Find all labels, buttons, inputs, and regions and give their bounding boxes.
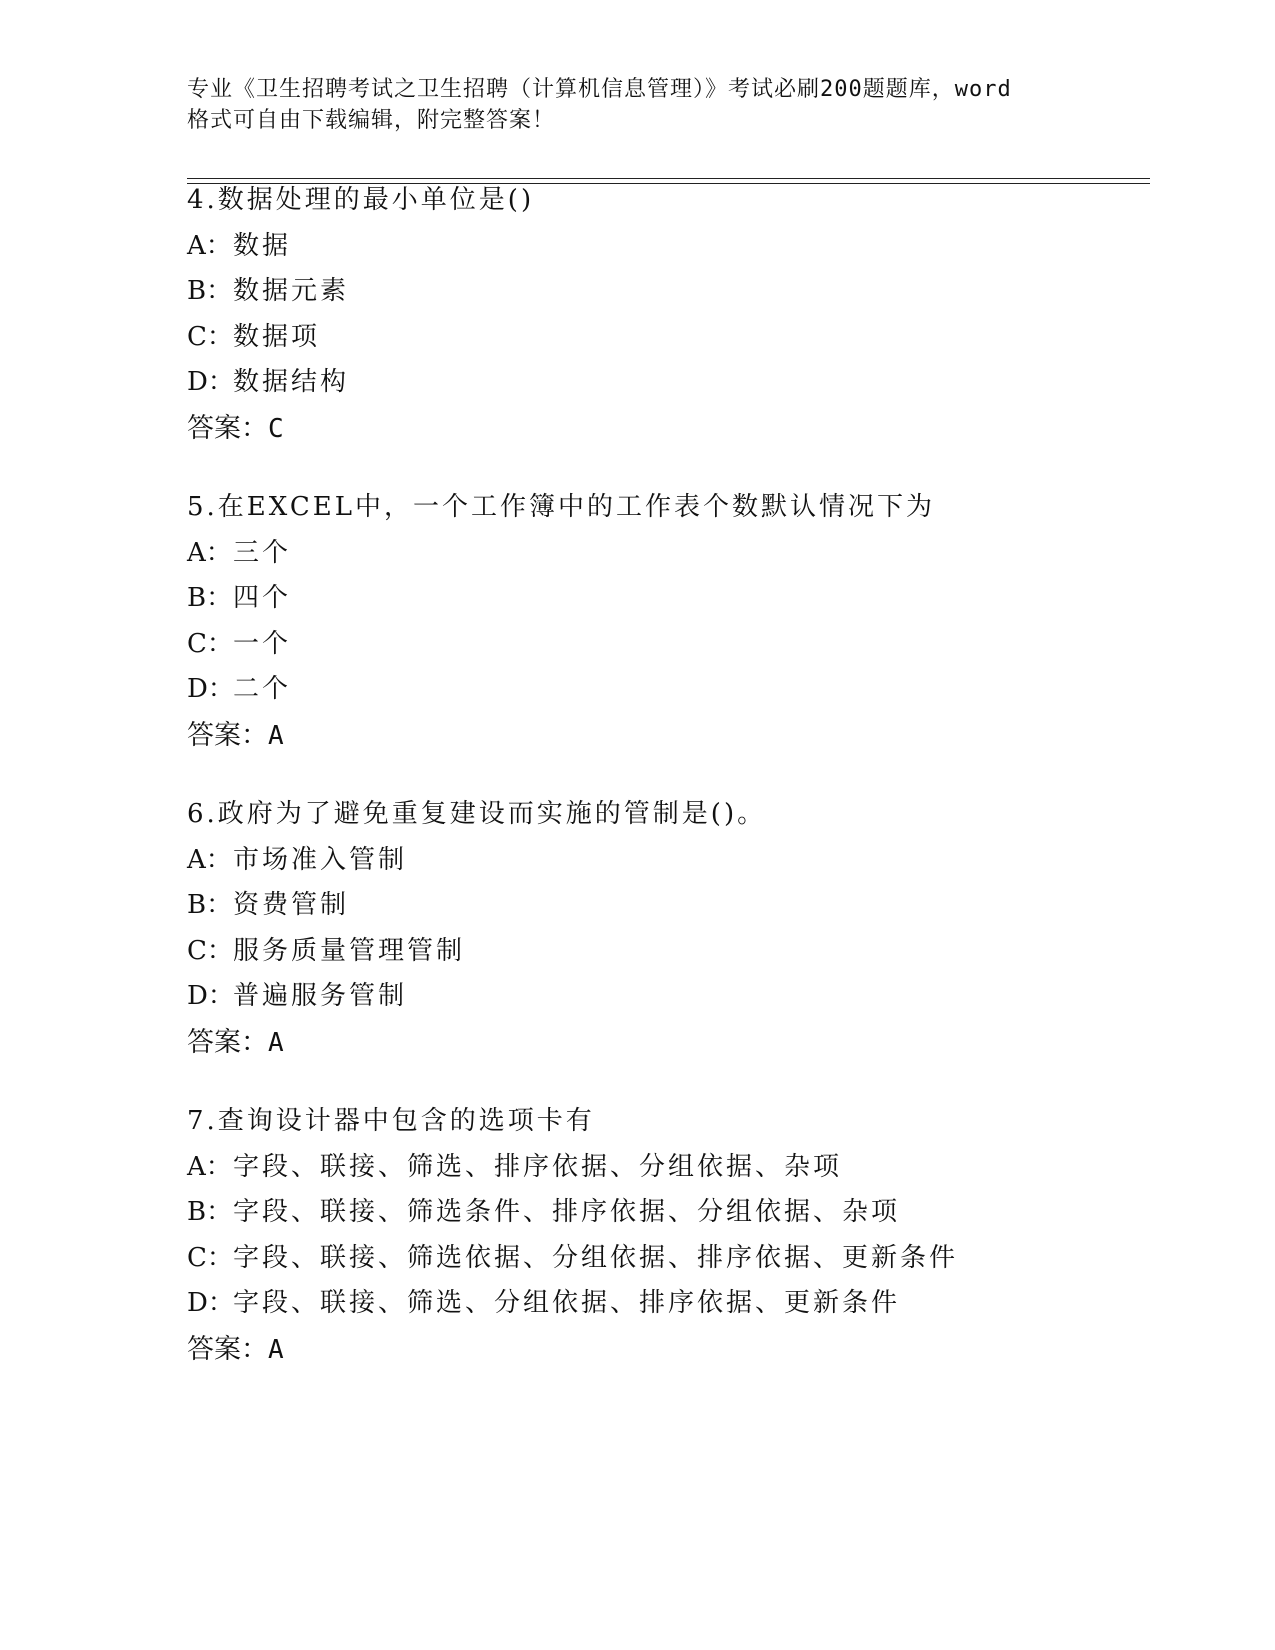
answer-label: 答案： xyxy=(187,412,268,444)
option-text: 字段、联接、筛选、排序依据、分组依据、杂项 xyxy=(233,1151,843,1182)
option-text: 二个 xyxy=(233,674,292,704)
option-text: 资费管制 xyxy=(233,890,350,920)
option-key: C： xyxy=(187,628,233,659)
option-key: A： xyxy=(187,1151,232,1182)
option-key: D： xyxy=(187,1288,234,1318)
header-line-2: 格式可自由下载编辑，附完整答案！ xyxy=(187,108,556,133)
option-key: B： xyxy=(187,276,233,306)
option-b xyxy=(187,576,1147,622)
option-key: B： xyxy=(187,583,233,613)
answer-value: A xyxy=(268,720,284,751)
option-text: 普遍服务管制 xyxy=(233,981,408,1011)
answer-label: 答案： xyxy=(187,1026,268,1058)
option-a xyxy=(187,224,1147,270)
option-text: 服务质量管理管制 xyxy=(233,935,466,966)
question-title: 4.数据处理的最小单位是() xyxy=(187,185,535,215)
option-text: 数据 xyxy=(233,230,292,261)
answer-label: 答案： xyxy=(187,719,268,751)
option-c xyxy=(187,622,1147,668)
option-d xyxy=(187,360,1147,406)
option-key: B： xyxy=(187,890,233,920)
answer-line xyxy=(187,1327,1147,1373)
option-a xyxy=(187,838,1147,884)
question-block xyxy=(187,792,1147,1065)
header-line-1: 专业《卫生招聘考试之卫生招聘（计算机信息管理）》考试必刷200题题库，word xyxy=(187,77,1012,102)
option-key: B： xyxy=(187,1197,233,1227)
answer-label: 答案： xyxy=(187,1333,268,1365)
option-c xyxy=(187,315,1147,361)
answer-line xyxy=(187,1020,1147,1066)
option-c xyxy=(187,929,1147,975)
option-key: A： xyxy=(187,230,232,261)
option-b xyxy=(187,269,1147,315)
option-key: D： xyxy=(187,367,234,397)
option-key: C： xyxy=(187,1242,233,1273)
question-block xyxy=(187,1099,1147,1372)
option-text: 市场准入管制 xyxy=(233,844,408,875)
option-d xyxy=(187,667,1147,713)
question-title: 6.政府为了避免重复建设而实施的管制是()。 xyxy=(187,799,767,829)
question-block xyxy=(187,178,1147,451)
option-d xyxy=(187,1281,1147,1327)
option-text: 数据元素 xyxy=(233,276,350,306)
answer-value: C xyxy=(268,413,284,444)
option-text: 数据结构 xyxy=(233,367,350,397)
answer-value: A xyxy=(268,1334,284,1365)
answer-line xyxy=(187,406,1147,452)
option-text: 三个 xyxy=(233,537,292,568)
question-title: 5.在EXCEL中，一个工作簿中的工作表个数默认情况下为 xyxy=(187,492,935,522)
option-text: 字段、联接、筛选条件、排序依据、分组依据、杂项 xyxy=(233,1197,901,1227)
option-d xyxy=(187,974,1147,1020)
option-c xyxy=(187,1236,1147,1282)
answer-value: A xyxy=(268,1027,284,1058)
option-text: 四个 xyxy=(233,583,292,613)
option-text: 字段、联接、筛选、分组依据、排序依据、更新条件 xyxy=(233,1288,901,1318)
option-text: 字段、联接、筛选依据、分组依据、排序依据、更新条件 xyxy=(233,1242,959,1273)
answer-line xyxy=(187,713,1147,759)
option-key: A： xyxy=(187,537,232,568)
option-a xyxy=(187,1145,1147,1191)
option-key: D： xyxy=(187,674,234,704)
option-key: C： xyxy=(187,321,233,352)
option-text: 一个 xyxy=(233,628,292,659)
option-key: C： xyxy=(187,935,233,966)
option-text: 数据项 xyxy=(233,321,321,352)
option-key: A： xyxy=(187,844,232,875)
question-block xyxy=(187,485,1147,758)
option-key: D： xyxy=(187,981,234,1011)
document-header xyxy=(187,74,1087,136)
option-b xyxy=(187,883,1147,929)
option-b xyxy=(187,1190,1147,1236)
option-a xyxy=(187,531,1147,577)
question-title: 7.查询设计器中包含的选项卡有 xyxy=(187,1106,595,1136)
